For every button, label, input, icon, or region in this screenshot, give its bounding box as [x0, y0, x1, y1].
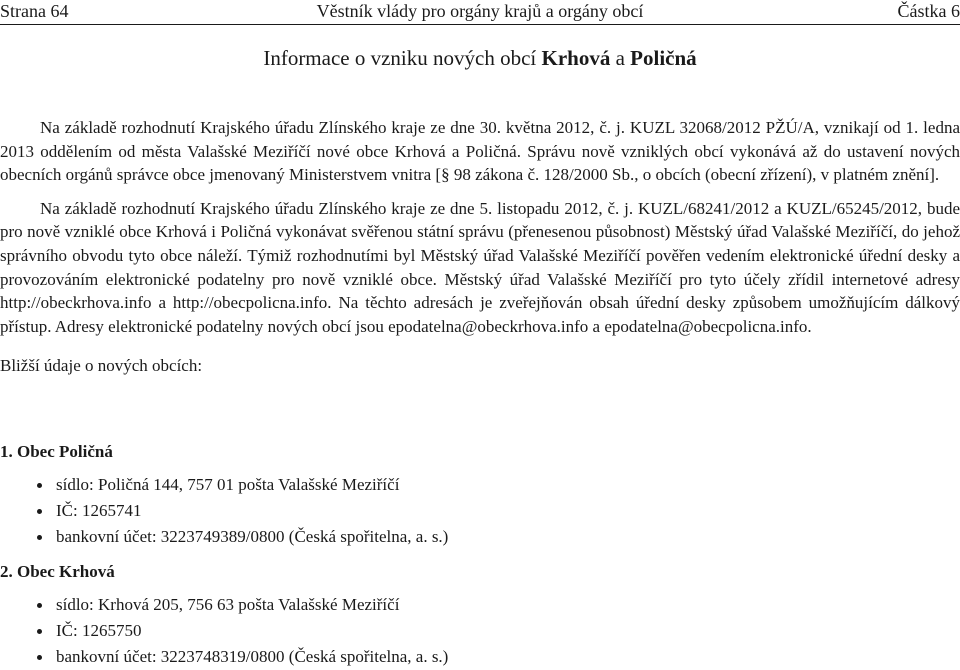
- bullet-icon: [37, 603, 42, 608]
- section-heading: 2. Obec Krhová: [0, 560, 960, 584]
- paragraph-text: Na základě rozhodnutí Krajského úřadu Zlínského kraje ze dne 5. listopadu 2012, č. j. KUZL/68241/2012 a KUZL/65245/2012, bude pro nově vzniklé obce Krhová i Poličná vykonávat svěřenou státní správu (přenesenou působnost) Městský úřad Valašské Meziříčí, do jehož správního obvodu tyto obce náleží. Týmiž rozhodnutími byl Městský úřad Valašské Meziříčí pověřen vedením elektronické úřední desky a provozováním elektronické podatelny pro nově vzniklé obce. Městský úřad Valašské Meziříčí pro tyto účely zřídil internetové adresy http://obeckrhova.info a http://obecpolicna.info. Na těchto adresách je zveřejňován obsah úřední desky způsobem umožňujícím dálkový přístup. Adresy elektronické podatelny nových obcí jsou epodatelna@obeckrhova.info a epodatelna@obecpolicna.info.: [0, 199, 960, 336]
- bullet-icon: [37, 629, 42, 634]
- list-item-text: bankovní účet: 3223748319/0800 (Česká spořitelna, a. s.): [56, 647, 448, 666]
- list-item: [0, 618, 960, 644]
- list-item-text: sídlo: Krhová 205, 756 63 pošta Valašské Meziříčí: [56, 595, 399, 614]
- list-item-text: IČ: 1265750: [56, 621, 141, 640]
- page-number: Strana 64: [0, 0, 68, 22]
- document-body: [0, 116, 960, 388]
- list-item-text: bankovní účet: 3223749389/0800 (Česká spořitelna, a. s.): [56, 527, 448, 546]
- bullet-icon: [37, 483, 42, 488]
- paragraph-2: [0, 197, 960, 339]
- paragraph-text: Na základě rozhodnutí Krajského úřadu Zlínského kraje ze dne 30. května 2012, č. j. KUZL 32068/2012 PŽÚ/A, vznikají od 1. ledna 2013 oddělením od města Valašské Meziříčí nové obce Krhová a Poličná. Správu nově vzniklých obcí vykonává až do ustavení nových obecních orgánů správce obce jmenovaný Ministerstvem vnitra [§ 98 zákona č. 128/2000 Sb., o obcích (obecní zřízení), v platném znění].: [0, 118, 960, 184]
- paragraph-3: [0, 354, 960, 378]
- title-prefix: Informace o vzniku nových obcí: [263, 46, 541, 70]
- list-item: [0, 498, 960, 524]
- section-policna: [0, 440, 960, 550]
- bullet-icon: [37, 509, 42, 514]
- issue-number: Částka 6: [898, 0, 960, 22]
- list-item: [0, 592, 960, 618]
- list-item: [0, 472, 960, 498]
- page-header: [0, 0, 960, 25]
- list-item: [0, 644, 960, 670]
- bullet-icon: [37, 535, 42, 540]
- list-item-text: IČ: 1265741: [56, 501, 141, 520]
- section-heading: 1. Obec Poličná: [0, 440, 960, 464]
- paragraph-text: Bližší údaje o nových obcích:: [0, 356, 202, 375]
- section-list: [0, 472, 960, 550]
- title-name-policna: Poličná: [630, 46, 697, 70]
- title-name-krhova: Krhová: [542, 46, 611, 70]
- paragraph-1: [0, 116, 960, 187]
- title-conjunction: a: [610, 46, 630, 70]
- list-item-text: sídlo: Poličná 144, 757 01 pošta Valašské Meziříčí: [56, 475, 399, 494]
- bullet-icon: [37, 655, 42, 660]
- journal-title: Věstník vlády pro orgány krajů a orgány obcí: [0, 0, 960, 22]
- page-title: [0, 44, 960, 72]
- list-item: [0, 524, 960, 550]
- section-krhova: [0, 560, 960, 670]
- section-list: [0, 592, 960, 670]
